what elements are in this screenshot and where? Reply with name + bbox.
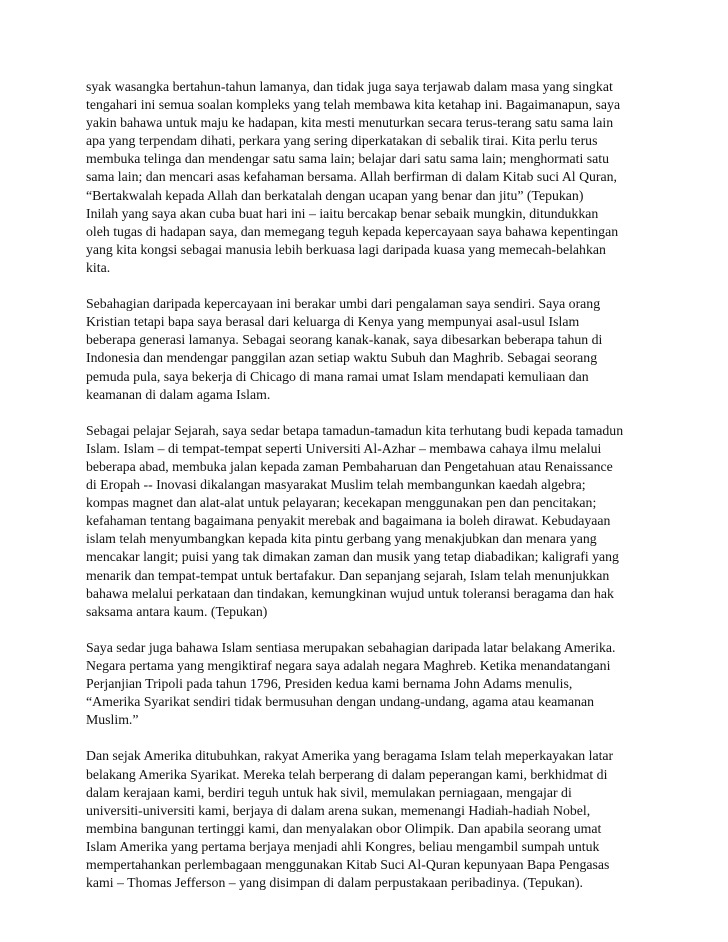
text-line: menarik dan tempat-tempat untuk bertafakur. Dan sepanjang sejarah, Islam telah menunjukkan	[86, 567, 610, 583]
text-line: Negara pertama yang mengiktiraf negara saya adalah negara Maghreb. Ketika menandatangani	[86, 658, 611, 673]
text-line: yakin bahawa untuk maju ke hadapan, kita mesti menuturkan secara terus-terang satu sama lain	[86, 115, 614, 131]
text-line: di Eropah -- Inovasi dikalangan masyarakat Muslim telah membangunkan kaedah algebra;	[86, 477, 586, 493]
text-line: “Bertakwalah kepada Allah dan berkatalah dengan ucapan yang benar dan jitu” (Tepukan)	[86, 187, 584, 203]
document-body	[86, 78, 658, 910]
text-line: pemuda pula, saya bekerja di Chicago di mana ramai umat Islam mendapati kemuliaan dan	[86, 368, 589, 384]
text-line: kita.	[86, 259, 111, 275]
text-line: Muslim.”	[86, 712, 139, 728]
text-line: Dan sejak Amerika ditubuhkan, rakyat Amerika yang beragama Islam telah meperkayakan latar	[86, 748, 614, 764]
paragraph	[86, 747, 658, 892]
text-line: tengahari ini semua soalan kompleks yang telah membawa kita ketahap ini. Bagaimanapun, saya	[86, 97, 621, 113]
paragraph	[86, 78, 658, 277]
text-line: belakang Amerika Syarikat. Mereka telah berperang di dalam peperangan kami, berkhidmat di	[86, 766, 608, 782]
text-line: keamanan di dalam agama Islam.	[86, 386, 271, 402]
text-line: Perjanjian Tripoli pada tahun 1796, Presiden kedua kami bernama John Adams menulis,	[86, 676, 573, 692]
text-line: membuka telinga dan mendengar satu sama lain; belajar dari satu sama lain; menghormati satu	[86, 151, 609, 167]
text-line: membina bangunan tertinggi kami, dan menyalakan obor Olimpik. Dan apabila seorang umat	[86, 820, 602, 836]
text-line: syak wasangka bertahun-tahun lamanya, dan tidak juga saya terjawab dalam masa yang singkat	[86, 79, 613, 94]
text-line: oleh tugas di hadapan saya, dan memegang teguh kepada kepercayaan saya bahawa kepentingan	[86, 223, 619, 239]
text-line: universiti-universiti kami, berjaya di dalam arena sukan, memenangi Hadiah-hadiah Nobel,	[86, 802, 591, 818]
paragraph	[86, 422, 658, 621]
text-line: apa yang terpendam dihati, perkara yang sering diperkatakan di sebalik tirai. Kita perlu terus	[86, 133, 598, 149]
text-line: bahawa melalui perkataan dan tindakan, kemungkinan wujud untuk toleransi beragama dan hak	[86, 585, 614, 601]
text-line: kami – Thomas Jefferson – yang disimpan di dalam perpustakaan peribadinya. (Tepukan).	[86, 875, 583, 891]
text-line: dalam kerajaan kami, berdiri teguh untuk hak sivil, memulakan perniagaan, mengajar di	[86, 784, 572, 800]
text-line: saksama antara kaum. (Tepukan)	[86, 603, 268, 619]
text-line: Kristian tetapi bapa saya berasal dari keluarga di Kenya yang mempunyai asal-usul Islam	[86, 314, 580, 330]
text-line: Sebahagian daripada kepercayaan ini berakar umbi dari pengalaman saya sendiri. Saya orang	[86, 296, 601, 312]
text-line: “Amerika Syarikat sendiri tidak bermusuhan dengan undang-undang, agama atau keamanan	[86, 694, 595, 710]
text-line: islam telah menyumbangkan kepada kita pintu gerbang yang menakjubkan dan menara yang	[86, 531, 597, 547]
text-line: Islam Amerika yang pertama berjaya menjadi ahli Kongres, beliau mengambil sumpah untuk	[86, 838, 600, 854]
text-line: mencakar langit; puisi yang tak dimakan zaman dan musik yang tetap diabadikan; kaligrafi yang	[86, 549, 619, 565]
text-line: beberapa generasi lamanya. Sebagai seorang kanak-kanak, saya dibesarkan beberapa tahun di	[86, 332, 603, 348]
text-line: beberapa abad, membuka jalan kepada zaman Pembaharuan dan Pengetahuan atau Renaissance	[86, 458, 613, 474]
paragraph	[86, 639, 658, 729]
text-line: mempertahankan perlembagaan menggunakan Kitab Suci Al-Quran kepunyaan Bapa Pengasas	[86, 857, 610, 873]
text-line: Islam. Islam – di tempat-tempat seperti Universiti Al-Azhar – membawa cahaya ilmu melalui	[86, 440, 602, 456]
text-line: Saya sedar juga bahawa Islam sentiasa merupakan sebahagian daripada latar belakang Amerika.	[86, 639, 616, 655]
paragraph	[86, 295, 658, 404]
text-line: kefahaman tentang bagaimana penyakit merebak and bagaimana ia boleh dirawat. Kebudayaan	[86, 513, 611, 529]
text-line: Inilah yang saya akan cuba buat hari ini – iaitu bercakap benar sebaik mungkin, ditundukkan	[86, 205, 599, 221]
text-line: sama lain; dan mencari asas kefahaman bersama. Allah berfirman di dalam Kitab suci Al Quran,	[86, 169, 617, 185]
text-line: Sebagai pelajar Sejarah, saya sedar betapa tamadun-tamadun kita terhutang budi kepada tamadun	[86, 422, 624, 438]
text-line: kompas magnet dan alat-alat untuk pelayaran; kecekapan menggunakan pen dan pencitakan;	[86, 495, 597, 511]
text-line: Indonesia dan mendengar panggilan azan setiap waktu Subuh dan Maghrib. Sebagai seorang	[86, 350, 598, 366]
text-line: yang kita kongsi sebagai manusia lebih berkuasa lagi daripada kuasa yang memecah-belahkan	[86, 241, 606, 257]
